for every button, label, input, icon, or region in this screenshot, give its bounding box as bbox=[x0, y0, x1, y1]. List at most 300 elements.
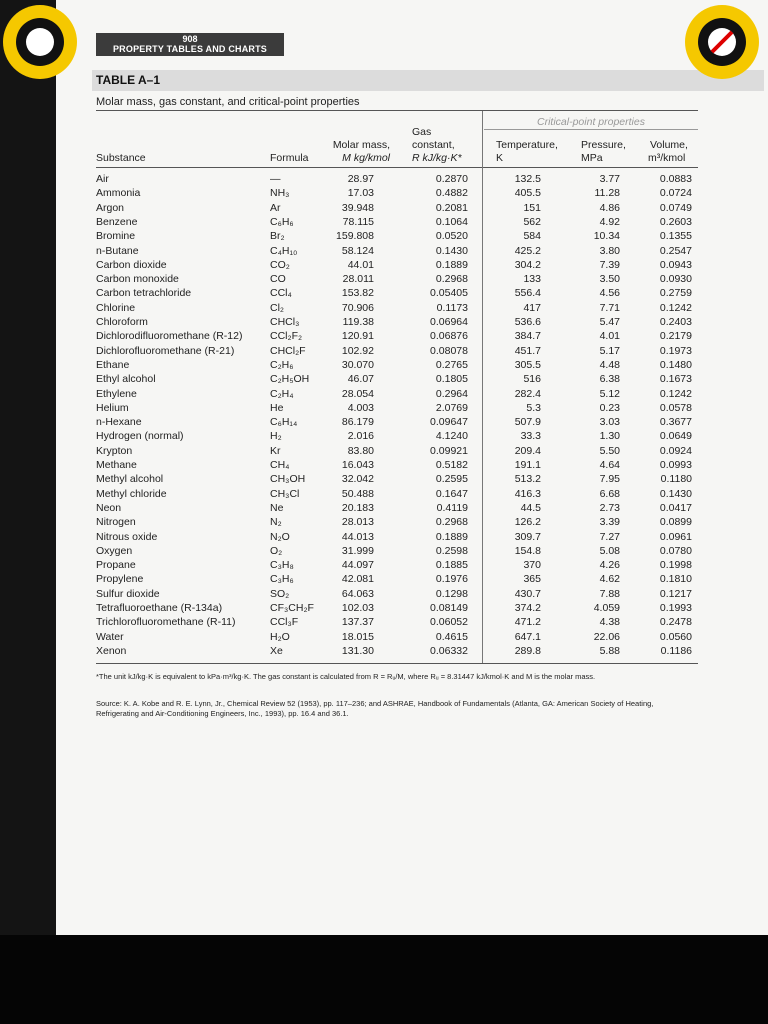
col-volume-line2: m³/kmol bbox=[648, 152, 686, 164]
cell-molar-mass: 16.043 bbox=[341, 459, 374, 471]
cell-volume: 0.1186 bbox=[660, 644, 692, 657]
cell-volume: 0.1430 bbox=[659, 487, 692, 500]
cell-substance: Ethane bbox=[96, 358, 130, 371]
cell-substance: Propane bbox=[96, 559, 136, 572]
cell-volume: 0.2403 bbox=[659, 316, 692, 328]
cell-gas-constant: 0.2964 bbox=[435, 387, 468, 400]
cell-formula: C₂H₄ bbox=[270, 387, 294, 400]
critical-group-title: Critical-point properties bbox=[537, 116, 645, 128]
pdf-xchange-badge-right[interactable] bbox=[680, 0, 760, 80]
col-gas-line2: constant, bbox=[412, 139, 455, 151]
cell-substance: Propylene bbox=[96, 573, 144, 586]
table-top-rule bbox=[96, 110, 698, 111]
cell-pressure: 5.08 bbox=[599, 544, 620, 557]
cell-formula: Xe bbox=[270, 644, 283, 657]
cell-molar-mass: 44.097 bbox=[341, 559, 374, 572]
cell-formula: O₂ bbox=[270, 544, 283, 557]
table-row bbox=[0, 558, 768, 572]
table-row bbox=[0, 615, 768, 629]
cell-volume: 0.1180 bbox=[660, 473, 692, 486]
cell-substance: Oxygen bbox=[96, 544, 133, 557]
col-temperature-line2: K bbox=[496, 152, 504, 164]
cell-substance: Benzene bbox=[96, 215, 138, 228]
cell-volume: 0.1217 bbox=[659, 587, 692, 600]
cell-pressure: 10.34 bbox=[593, 230, 620, 243]
cell-molar-mass: 70.906 bbox=[341, 301, 374, 314]
cell-temperature: 374.2 bbox=[514, 602, 541, 614]
cell-substance: Sulfur dioxide bbox=[96, 587, 160, 600]
table-row bbox=[0, 172, 768, 186]
col-pressure-line2: MPa bbox=[581, 152, 603, 164]
cell-molar-mass: 50.488 bbox=[341, 487, 374, 500]
table-row bbox=[0, 444, 768, 458]
cell-substance: Ammonia bbox=[96, 187, 141, 200]
cell-substance: Air bbox=[96, 173, 109, 185]
cell-substance: Methyl alcohol bbox=[96, 473, 164, 486]
cell-pressure: 2.73 bbox=[599, 501, 620, 514]
cell-formula: C₃H₈ bbox=[270, 559, 294, 572]
cell-volume: 0.3677 bbox=[659, 416, 692, 429]
cell-pressure: 7.95 bbox=[599, 473, 620, 486]
table-row bbox=[0, 472, 768, 486]
col-gas-line3: R kJ/kg·K* bbox=[412, 152, 462, 164]
cell-formula: H₂O bbox=[270, 630, 290, 643]
table-row bbox=[0, 630, 768, 644]
cell-volume: 0.2547 bbox=[659, 244, 692, 257]
col-pressure-line1: Pressure, bbox=[581, 139, 626, 151]
cell-pressure: 4.26 bbox=[599, 559, 620, 572]
section-title: PROPERTY TABLES AND CHARTS bbox=[112, 44, 268, 54]
cell-volume: 0.0780 bbox=[659, 544, 692, 557]
cell-pressure: 3.50 bbox=[599, 273, 620, 286]
table-row bbox=[0, 244, 768, 258]
cell-pressure: 7.88 bbox=[599, 587, 620, 600]
cell-substance: Trichlorofluoromethane (R-11) bbox=[96, 616, 236, 629]
cell-gas-constant: 0.08149 bbox=[430, 602, 468, 614]
cell-molar-mass: 18.015 bbox=[341, 630, 374, 643]
cell-pressure: 4.92 bbox=[599, 215, 620, 228]
table-row bbox=[0, 301, 768, 315]
col-formula: Formula bbox=[270, 152, 309, 164]
table-row bbox=[0, 315, 768, 329]
badge-icon-bg bbox=[26, 28, 54, 56]
cell-gas-constant: 0.1430 bbox=[435, 244, 468, 257]
cell-formula: CCl₃F bbox=[270, 616, 299, 629]
cell-molar-mass: 28.054 bbox=[341, 387, 374, 400]
cell-molar-mass: 120.91 bbox=[341, 330, 374, 343]
cell-temperature: 507.9 bbox=[514, 416, 541, 429]
cell-gas-constant: 0.2595 bbox=[435, 473, 468, 486]
cell-gas-constant: 0.1647 bbox=[435, 487, 468, 500]
cell-substance: Neon bbox=[96, 501, 122, 514]
cell-temperature: 417 bbox=[523, 301, 541, 314]
table-row bbox=[0, 229, 768, 243]
cell-formula: H₂ bbox=[270, 430, 282, 443]
cell-pressure: 6.38 bbox=[599, 373, 620, 386]
table-footnote: *The unit kJ/kg·K is equivalent to kPa·m³/kg·K. The gas constant is calculated from R = Rᵤ/M, where Rᵤ = 8.31447 kJ/kmol·K and M is the molar mass. bbox=[96, 672, 596, 681]
cell-substance: Nitrous oxide bbox=[96, 530, 158, 543]
cell-pressure: 4.62 bbox=[599, 573, 620, 586]
cell-volume: 0.1242 bbox=[659, 387, 692, 400]
cell-volume: 0.0649 bbox=[659, 430, 692, 443]
table-row bbox=[0, 201, 768, 215]
cell-formula: Ar bbox=[270, 201, 281, 214]
cell-gas-constant: 0.4119 bbox=[436, 501, 468, 514]
cell-gas-constant: 0.1064 bbox=[435, 215, 468, 228]
table-row bbox=[0, 644, 768, 658]
pdf-xchange-badge-left[interactable] bbox=[0, 0, 80, 80]
cell-formula: CH₃Cl bbox=[270, 487, 300, 500]
cell-molar-mass: 44.013 bbox=[341, 530, 374, 543]
cell-temperature: 304.2 bbox=[514, 258, 541, 271]
cell-gas-constant: 0.2765 bbox=[435, 358, 468, 371]
cell-pressure: 5.17 bbox=[599, 344, 620, 357]
cell-temperature: 133 bbox=[523, 273, 541, 286]
col-substance: Substance bbox=[96, 152, 146, 164]
cell-formula: C₂H₅OH bbox=[270, 373, 310, 386]
cell-pressure: 5.47 bbox=[599, 316, 620, 328]
cell-volume: 0.0560 bbox=[659, 630, 692, 643]
cell-molar-mass: 83.80 bbox=[347, 444, 374, 457]
cell-pressure: 4.64 bbox=[599, 459, 620, 471]
cell-substance: n-Hexane bbox=[96, 416, 142, 429]
cell-volume: 0.1993 bbox=[659, 602, 692, 614]
table-row bbox=[0, 530, 768, 544]
cell-molar-mass: 39.948 bbox=[341, 201, 374, 214]
table-row bbox=[0, 344, 768, 358]
page-number: 908 bbox=[182, 34, 198, 44]
cell-molar-mass: 28.011 bbox=[342, 273, 374, 286]
cell-gas-constant: 0.08078 bbox=[430, 344, 468, 357]
cell-temperature: 370 bbox=[523, 559, 541, 572]
cell-pressure: 0.23 bbox=[599, 401, 620, 414]
table-row bbox=[0, 401, 768, 415]
cell-volume: 0.1810 bbox=[659, 573, 692, 586]
cell-formula: CHCl₃ bbox=[270, 316, 300, 328]
cell-formula: Br₂ bbox=[270, 230, 285, 243]
cell-molar-mass: 159.808 bbox=[336, 230, 374, 243]
cell-gas-constant: 2.0769 bbox=[435, 401, 468, 414]
table-source: Source: K. A. Kobe and R. E. Lynn, Jr., Chemical Review 52 (1953), pp. 117–236; and ASHRAE, Handbook of Fundamentals (Atlanta, GA: American Society of Heating, Refrigerating and Air-Conditioning Engineers, Inc., 1993), pp. 16.4 and 36.1. bbox=[96, 699, 654, 718]
table-row bbox=[0, 372, 768, 386]
cell-formula: C₆H₁₄ bbox=[270, 416, 298, 429]
table-row bbox=[0, 429, 768, 443]
cell-molar-mass: 4.003 bbox=[347, 401, 374, 414]
cell-molar-mass: 42.081 bbox=[341, 573, 374, 586]
cell-gas-constant: 0.5182 bbox=[435, 459, 468, 471]
cell-temperature: 416.3 bbox=[514, 487, 541, 500]
table-row bbox=[0, 387, 768, 401]
cell-temperature: 305.5 bbox=[514, 358, 541, 371]
cell-molar-mass: 31.999 bbox=[341, 544, 374, 557]
cell-substance: Methyl chloride bbox=[96, 487, 167, 500]
cell-substance: Nitrogen bbox=[96, 516, 136, 529]
cell-pressure: 3.77 bbox=[599, 173, 620, 185]
table-row bbox=[0, 358, 768, 372]
table-row bbox=[0, 272, 768, 286]
cell-gas-constant: 0.2598 bbox=[435, 544, 468, 557]
cell-pressure: 11.28 bbox=[594, 187, 620, 200]
cell-gas-constant: 0.0520 bbox=[435, 230, 468, 243]
cell-gas-constant: 0.1889 bbox=[435, 530, 468, 543]
cell-temperature: 126.2 bbox=[514, 516, 541, 529]
cell-gas-constant: 0.2081 bbox=[435, 201, 468, 214]
cell-gas-constant: 0.2968 bbox=[435, 516, 468, 529]
cell-temperature: 584 bbox=[523, 230, 541, 243]
cell-temperature: 209.4 bbox=[514, 444, 541, 457]
table-row bbox=[0, 258, 768, 272]
cell-molar-mass: 153.82 bbox=[341, 287, 374, 300]
cell-molar-mass: 78.115 bbox=[342, 215, 374, 228]
cell-gas-constant: 0.2870 bbox=[435, 173, 468, 185]
cell-molar-mass: 28.013 bbox=[341, 516, 374, 529]
cell-substance: Chlorine bbox=[96, 301, 136, 314]
cell-volume: 0.0578 bbox=[659, 401, 692, 414]
cell-temperature: 132.5 bbox=[514, 173, 541, 185]
table-row bbox=[0, 601, 768, 615]
cell-pressure: 4.01 bbox=[599, 330, 620, 343]
cell-pressure: 7.71 bbox=[599, 301, 620, 314]
cell-volume: 0.0961 bbox=[659, 530, 692, 543]
cell-substance: Bromine bbox=[96, 230, 136, 243]
cell-formula: CHCl₂F bbox=[270, 344, 306, 357]
cell-volume: 0.1355 bbox=[659, 230, 692, 243]
col-molar-mass-line1: Molar mass, bbox=[332, 139, 390, 151]
cell-substance: Krypton bbox=[96, 444, 133, 457]
cell-gas-constant: 0.1298 bbox=[435, 587, 468, 600]
cell-molar-mass: 32.042 bbox=[341, 473, 374, 486]
table-row bbox=[0, 572, 768, 586]
cell-gas-constant: 0.1805 bbox=[435, 373, 468, 386]
cell-volume: 0.0924 bbox=[659, 444, 692, 457]
cell-formula: Cl₂ bbox=[270, 301, 284, 314]
col-gas-line1: Gas bbox=[412, 126, 432, 138]
cell-molar-mass: 102.03 bbox=[341, 602, 374, 614]
table-bottom-rule bbox=[96, 663, 698, 664]
cell-pressure: 1.30 bbox=[599, 430, 620, 443]
table-row bbox=[0, 329, 768, 343]
cell-volume: 0.2759 bbox=[659, 287, 692, 300]
cell-volume: 0.2478 bbox=[659, 616, 692, 629]
cell-pressure: 5.12 bbox=[599, 387, 620, 400]
cell-substance: Tetrafluoroethane (R-134a) bbox=[96, 602, 223, 614]
table-row bbox=[0, 515, 768, 529]
cell-temperature: 309.7 bbox=[514, 530, 541, 543]
cell-molar-mass: 20.183 bbox=[341, 501, 374, 514]
table-row bbox=[0, 544, 768, 558]
cell-temperature: 516 bbox=[523, 373, 541, 386]
cell-pressure: 3.03 bbox=[599, 416, 620, 429]
cell-volume: 0.0899 bbox=[659, 516, 692, 529]
cell-substance: Argon bbox=[96, 201, 125, 214]
cell-molar-mass: 131.30 bbox=[341, 644, 374, 657]
cell-temperature: 384.7 bbox=[514, 330, 541, 343]
cell-formula: CCl₂F₂ bbox=[270, 330, 303, 343]
cell-temperature: 430.7 bbox=[514, 587, 541, 600]
cell-substance: Carbon dioxide bbox=[96, 258, 167, 271]
cell-temperature: 425.2 bbox=[514, 244, 541, 257]
cell-substance: Water bbox=[96, 630, 124, 643]
cell-substance: Ethylene bbox=[96, 387, 137, 400]
cell-formula: Ne bbox=[270, 501, 284, 514]
cell-temperature: 44.5 bbox=[520, 501, 541, 514]
cell-volume: 0.0417 bbox=[659, 501, 692, 514]
cell-gas-constant: 0.09647 bbox=[430, 416, 468, 429]
cell-molar-mass: 64.063 bbox=[341, 587, 374, 600]
cell-gas-constant: 0.1885 bbox=[435, 559, 468, 572]
cell-temperature: 365 bbox=[523, 573, 541, 586]
cell-temperature: 191.1 bbox=[514, 459, 541, 471]
cell-gas-constant: 0.4882 bbox=[435, 187, 468, 200]
cell-formula: CH₄ bbox=[270, 459, 290, 471]
cell-formula: CCl₄ bbox=[270, 287, 292, 300]
cell-gas-constant: 0.1976 bbox=[435, 573, 468, 586]
cell-temperature: 405.5 bbox=[514, 187, 541, 200]
cell-gas-constant: 4.1240 bbox=[435, 430, 468, 443]
cell-substance: Hydrogen (normal) bbox=[96, 430, 184, 443]
cell-molar-mass: 58.124 bbox=[341, 244, 374, 257]
table-row bbox=[0, 215, 768, 229]
cell-pressure: 3.39 bbox=[599, 516, 620, 529]
cell-temperature: 556.4 bbox=[514, 287, 541, 300]
col-molar-mass-line2: M kg/kmol bbox=[342, 152, 390, 164]
cell-volume: 0.0749 bbox=[659, 201, 692, 214]
cell-substance: n-Butane bbox=[96, 244, 139, 257]
cell-substance: Carbon tetrachloride bbox=[96, 287, 192, 300]
cell-temperature: 451.7 bbox=[514, 344, 541, 357]
cell-substance: Dichlorofluoromethane (R-21) bbox=[96, 344, 235, 357]
cell-formula: N₂O bbox=[270, 530, 290, 543]
table-row bbox=[0, 501, 768, 515]
cell-molar-mass: 86.179 bbox=[341, 416, 374, 429]
cell-pressure: 4.56 bbox=[599, 287, 620, 300]
cell-volume: 0.0883 bbox=[659, 173, 692, 185]
cell-pressure: 3.80 bbox=[599, 244, 620, 257]
cell-formula: CH₃OH bbox=[270, 473, 306, 486]
cell-gas-constant: 0.06052 bbox=[430, 616, 468, 629]
table-row bbox=[0, 286, 768, 300]
cell-gas-constant: 0.05405 bbox=[430, 287, 468, 300]
cell-pressure: 4.38 bbox=[599, 616, 620, 629]
cell-pressure: 5.50 bbox=[599, 444, 620, 457]
cell-temperature: 282.4 bbox=[514, 387, 541, 400]
cell-formula: CF₃CH₂F bbox=[270, 602, 314, 614]
cell-volume: 0.0993 bbox=[659, 459, 692, 471]
cell-temperature: 289.8 bbox=[514, 644, 541, 657]
cell-gas-constant: 0.06876 bbox=[430, 330, 468, 343]
cell-gas-constant: 0.1889 bbox=[435, 258, 468, 271]
col-temperature-line1: Temperature, bbox=[496, 139, 558, 151]
cell-pressure: 6.68 bbox=[599, 487, 620, 500]
cell-molar-mass: 46.07 bbox=[347, 373, 374, 386]
cell-volume: 0.0943 bbox=[659, 258, 692, 271]
cell-temperature: 513.2 bbox=[514, 473, 541, 486]
table-title-band bbox=[92, 70, 764, 91]
cell-gas-constant: 0.06964 bbox=[430, 316, 468, 328]
cell-formula: NH₃ bbox=[270, 187, 290, 200]
table-row bbox=[0, 487, 768, 501]
cell-temperature: 5.3 bbox=[526, 401, 541, 414]
cell-gas-constant: 0.06332 bbox=[430, 644, 468, 657]
cell-temperature: 154.8 bbox=[514, 544, 541, 557]
cell-molar-mass: 30.070 bbox=[341, 358, 374, 371]
cell-temperature: 33.3 bbox=[520, 430, 541, 443]
cell-temperature: 471.2 bbox=[514, 616, 541, 629]
cell-pressure: 4.48 bbox=[599, 358, 620, 371]
table-row bbox=[0, 458, 768, 472]
cell-volume: 0.1480 bbox=[659, 358, 692, 371]
cell-molar-mass: 119.38 bbox=[342, 316, 374, 328]
cell-gas-constant: 0.4615 bbox=[435, 630, 468, 643]
cell-pressure: 4.86 bbox=[599, 201, 620, 214]
cell-pressure: 7.39 bbox=[599, 258, 620, 271]
cell-formula: CO₂ bbox=[270, 258, 290, 271]
cell-volume: 0.1973 bbox=[659, 344, 692, 357]
cell-pressure: 5.88 bbox=[599, 644, 620, 657]
cell-pressure: 22.06 bbox=[593, 630, 620, 643]
cell-pressure: 4.059 bbox=[593, 602, 620, 614]
cell-formula: C₄H₁₀ bbox=[270, 244, 298, 257]
cell-formula: CO bbox=[270, 273, 286, 286]
cell-formula: C₃H₆ bbox=[270, 573, 294, 586]
critical-group-rule bbox=[484, 129, 698, 130]
cell-temperature: 536.6 bbox=[514, 316, 541, 328]
cell-volume: 0.2179 bbox=[659, 330, 692, 343]
cell-molar-mass: 44.01 bbox=[347, 258, 374, 271]
cell-molar-mass: 28.97 bbox=[347, 173, 374, 185]
cell-formula: He bbox=[270, 401, 284, 414]
cell-temperature: 562 bbox=[523, 215, 541, 228]
cell-molar-mass: 102.92 bbox=[341, 344, 374, 357]
cell-temperature: 647.1 bbox=[514, 630, 541, 643]
cell-gas-constant: 0.1173 bbox=[436, 301, 468, 314]
cell-formula: Kr bbox=[270, 444, 281, 457]
cell-volume: 0.1998 bbox=[659, 559, 692, 572]
scan-bottom-margin bbox=[0, 935, 768, 1024]
cell-substance: Helium bbox=[96, 401, 129, 414]
cell-volume: 0.1242 bbox=[659, 301, 692, 314]
cell-formula: — bbox=[270, 173, 281, 185]
cell-molar-mass: 2.016 bbox=[347, 430, 374, 443]
cell-molar-mass: 17.03 bbox=[347, 187, 374, 200]
cell-substance: Carbon monoxide bbox=[96, 273, 179, 286]
cell-gas-constant: 0.2968 bbox=[435, 273, 468, 286]
cell-substance: Methane bbox=[96, 459, 137, 471]
cell-formula: C₆H₆ bbox=[270, 215, 294, 228]
cell-temperature: 151 bbox=[523, 201, 541, 214]
cell-formula: C₂H₆ bbox=[270, 358, 294, 371]
cell-gas-constant: 0.09921 bbox=[430, 444, 468, 457]
cell-substance: Chloroform bbox=[96, 316, 148, 328]
cell-volume: 0.0724 bbox=[659, 187, 692, 200]
cell-formula: SO₂ bbox=[270, 587, 290, 600]
header-bottom-rule bbox=[96, 167, 698, 168]
cell-substance: Xenon bbox=[96, 644, 127, 657]
table-subtitle: Molar mass, gas constant, and critical-point properties bbox=[96, 96, 360, 108]
cell-volume: 0.2603 bbox=[659, 215, 692, 228]
cell-volume: 0.1673 bbox=[659, 373, 692, 386]
table-title: TABLE A–1 bbox=[96, 73, 161, 87]
cell-pressure: 7.27 bbox=[599, 530, 620, 543]
col-volume-line1: Volume, bbox=[650, 139, 688, 151]
table-row bbox=[0, 186, 768, 200]
cell-substance: Dichlorodifluoromethane (R-12) bbox=[96, 330, 243, 343]
cell-substance: Ethyl alcohol bbox=[96, 373, 156, 386]
table-row bbox=[0, 415, 768, 429]
cell-molar-mass: 137.37 bbox=[341, 616, 374, 629]
cell-volume: 0.0930 bbox=[659, 273, 692, 286]
running-header bbox=[96, 33, 284, 56]
